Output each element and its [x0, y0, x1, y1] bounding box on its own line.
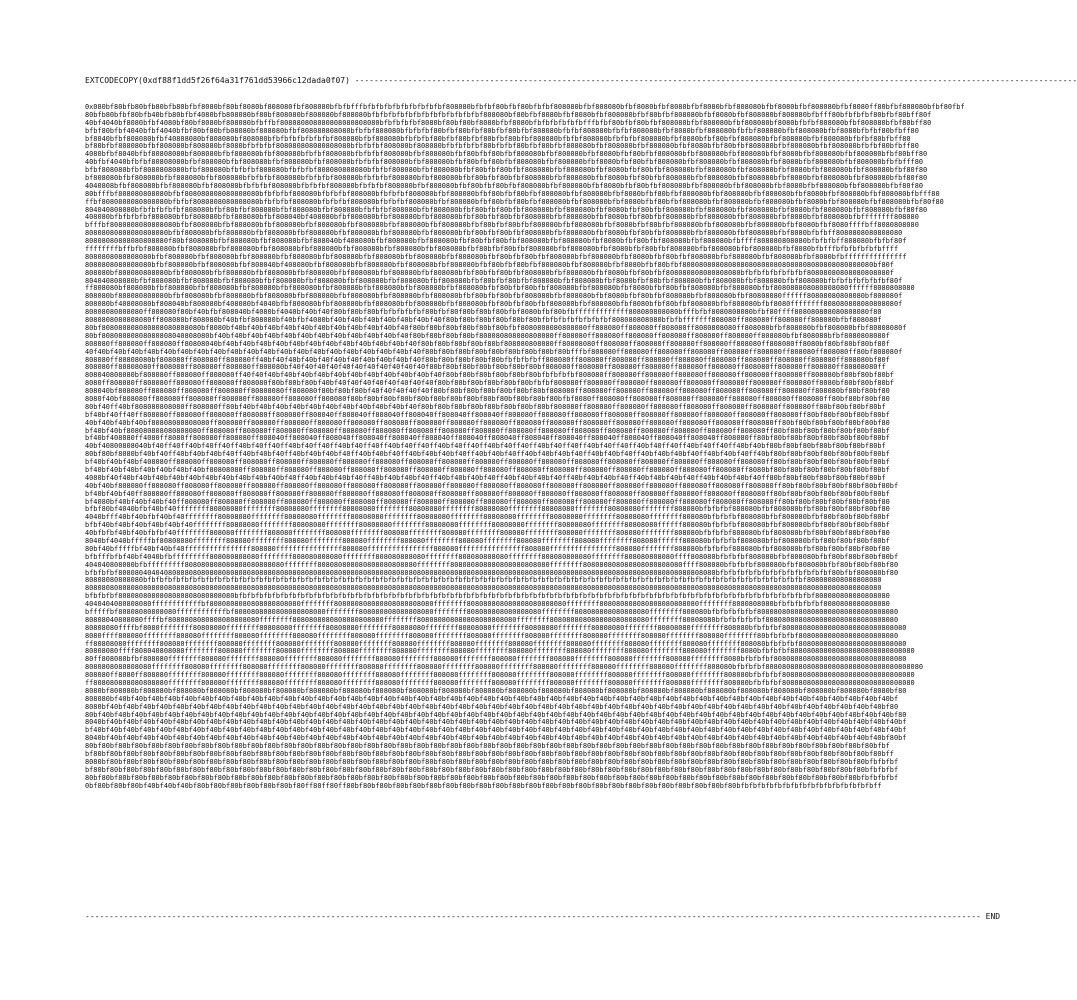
hex-row: 40bf4040bf8080bfbf4080bf80bf8080bf808080bfbffbf808080808080808080808080bfbfbfbfbf8080bf80bf80bf8080bfbf8080bfbfbfbfbfbfbfffbfbf80bfbf80bfbf808080bfbf808080bfbf808080bf8080bfbfbf808080bfbf808080bfbf80bff80 — [85, 118, 932, 127]
hex-row: 804040808080bfbfbfbfbfbf808080bfbf80bfbf808080bfbf808080bfbf808080bfbfbfbf808080bfbf808080bfbf80bfbf80bfbf808080bfbf808080bfbf8080bfbf80bfbf808080bfbf808080bfbf808080bfbf8080bfbf808080bfbf808080bfbf80f80 — [85, 205, 928, 214]
hex-row: bf80bf80bf80bf80bf80bf80bf80bf80bf80bf80bf80bf80bf80bf80bf80bf80bf80bf80bf80bf80bf80bf80bf80bf80bf80bf80bf80bf80bf80bf80bf80bf80bf80bf80bf80bf80bf80bf80bf80bf80bf80bf80bf80bf80bf80bf80bf80bfbfbfbf — [85, 765, 899, 774]
hex-row: 8080808080808080bfbf808080bfbf808080bfbf808040bf408080bfbf808080bfbf808080bfbf808080bfbf808080bfbf80bfbf80bfbf808080bfbf808080bfbf8080bfbf80bfbf8080808080808080808080808080808080808080808080bf80f — [85, 260, 894, 269]
end-footer: ------------------------------------------------------------------------------------------------------------------------------------------------------------------------------------------ END — [85, 912, 1001, 921]
hex-row: 4080bf40f40bf40bf40bf40bf40bf40bf40bf40bf40bf40bf40ff40bf40bf40bf40ff40bf40bf40bf40ff40bf40bf40bf40ff40bf40bf40bf40ff40bf40bf40bf40ff40bf40bf40bf40ff40bf40bf40bf40ff80bf80bf80bf80bf80bf80bf80bf — [85, 473, 886, 482]
hex-row: bfbf80bf4040bfbf40bf40ffffffff80808080ffffffff80808080ffffffff80808080ffffffff80808080ffffffff80808080ffffffff80808080ffffffff80808080ffffffff808080bfbfbfbf808080bfbf808080bfbf80bf80bf80bf80bf80 — [85, 505, 890, 514]
hex-row: 0bf80bf80bf80bf40bf40bf40bf80bf80bf80bf80bf80bf80bf80ff80ff80ff80bf80bf80bf80bf80bf80bf80bf80bf80bf80bf80bf80bf80bf80bf80bf80bf80bf80bf80bf80bf80bf80bf80bf80bfbfbfbfbfbfbfbfbfbfbfbfbfbfbfbfbff — [85, 781, 882, 790]
hex-row: 808080bf808080808080bfbf808080bfbf808080bfbf808080bfbf808080bfbf808080bfbf808080bfbf808080bfbf80bfbf80bfbf808080bfbf808080bfbf8080bfbf80bfbf808080808080808080bfbfbfbfbfbfbfbf80808080808080808080f — [85, 268, 894, 277]
hex-row: 80bfffbf808080808080bfbf808080808080808080bfbfbfbf808080bfbfbfbf808080bfbfbfbf808080bfbf808080bfbf80bfbf80bfbf808080bfbf808080bfbf8080bfbf80bfbf808080bfbf808080bfbf808080bfbf8080bfbf808080bfbf808080bfbfff80 — [85, 189, 940, 198]
hex-row: 808080ff80808080bf808080ff808080ff808080ff40bf40f40bf40bf40f40bf40f40bf40bf40bf40f80bf80bf80bf80bf80bfbfbfbfbff808080ff808080ff808080ff808080ff808080ff808080ff808080ff808080ff808080ff808080bf80f — [85, 355, 890, 364]
hex-row: ffffffffbffbfbf808080bfbf808080bfbf808080bfbf808080bfbf808080bfbf808080bfbf808080bfbf808080bfbf80bfbf80bfbf808080bfbf808080bfbf8080bfbf80bfbf808080bfbf808080bfbf808080bfbf8080bfbfffbfbfbfbfbfbffff — [85, 245, 899, 254]
hex-row: 808080808080808080808080808080808080808080808080808080808080808080808080808080808080808080808080808080808080808080808080808080808080808080808080808080808080808080808080808080808080808080808080 — [85, 584, 882, 593]
hex-row: 80bf80808080808080808040808080bf40bf40bf40bf40bf40bf40bf40bf40bf40bf40bf40bf40f80bf80bf80bf80bf808080808080808080ff808080ff808080ff808080ff808080ff808080ff808080ff808080bfbf808080bfbf8080808080f — [85, 331, 890, 340]
hex-row: 808080ff808080ff808080ff80808040bf40bf40bf40bf40bf40bf40bf40bf40bf40bf40bf40bf40f80bf80bf80bf80bf80bf808080808080ff80808080ff808080ff808080ff808080ff808080ff808080ff808080ff8080bf80bf80bf80bf80f — [85, 339, 890, 348]
hex-row: 80808080808080808080f80bf808080bfbf808080bfbf808080bfbf808040bf408080bfbf808080bfbf808080bfbf80bfbf80bfbf808080bfbf808080bfbf8080bfbf80bfbf808080bfbf808080bfbffff808080808080bfbfbfbff808080bfbfbf80f — [85, 237, 907, 246]
hex-row: 408080bfbfbfbfbf808080bfbf808080bfbf808080bfbf808040bf408080bfbf808080bfbf808080bfbf808080bfbf80bfbf80bfbf808080bfbf808080bfbf8080bfbf80bfbf808080bfbf808080bfbf808080bfbf8080bfbf808080bfbffffffff808080 — [85, 213, 919, 222]
hex-row: 8040bf40bf40bf40bf40bf40bf40bf40bf40bf40bf40bf40bf40bf40bf40bf40bf40bf40bf40bf40bf40bf40bf40bf40bf40bf40bf40bf40bf40bf40bf40bf40bf40bf40bf40bf40bf40bf40bf40bf40bf40bf40bf40bf40bf40bf40bf40bf40bf40bf — [85, 718, 907, 727]
hex-row: bf40bf40bf40bf40bf40bf40bf40bf80808080ff808080ff808080ff808080ff808080ff808080ff808080ff808080ff808080ff808080ff808080ff808080ff808080ff808080ff808080ff808080ff8080bf80bf80bf80bf80bf80bf80bf80bf — [85, 465, 890, 474]
hex-row: 8080f40bf808080ff808080ff808080ff808080ff808080ff808080ff808080f80bf80bf80bf80bf80bf80bf80bf80bf80bf80bf80bf80bf80bfbf8080ff808080ff808080ff808080ff808080ff808080ff808080ff808080ff80bf80bf80bf80 — [85, 394, 890, 403]
hex-row: 8080808080808080ffffffff808080ffffffff808080ffffffff808080ffffffff808080ffffffff808080ffffffff808080ffffffff808080ffffffff808080ffffffff808080ffffffff808080bfbfbfbf80808080808080808080808080808080808080 — [85, 663, 923, 672]
hex-row: 80bf80bf80bf80bf80bf80bf80bf80bf80bf80bf80bf80bf80bf80bf80bf80bf80bf80bf80bf80bf80bf80bf80bf80bf80bf80bf80bf80bf80bf80bf80bf80bf80bf80bf80bf80bf80bf80bf80bf80bf80bf80bf80bf80bf80bf80bf80bfbfbfbfbf — [85, 773, 899, 782]
hex-row: 4040808bfbf808080bfbf808080bfbf808080bfbfbfbf808080bfbfbfbf808080bfbfbfbf808080bfbf808080bfbf80bfbf80bfbf808080bfbf808080bfbf8080bfbf80bfbf808080bfbf808080bfbf808080bfbf8080bfbf808080bfbf808080bfbf80f80 — [85, 181, 923, 190]
hex-row: bf808080bfbf808080bfbf808080bfbf808080bfbfbfbf808080bfbfbfbf808080bfbfbfbf808080bfbf808080bfbf80bfbf80bfbf808080bfbf808080bfbf8080bfbf80bfbf808080bfbf808080bfbf808080bfbf8080bfbf808080bfbf808080bfbf80f80 — [85, 174, 928, 183]
hex-row: 8040bf40bf40bf40bf40bf40bf40bf40bf40bf40bf40bf40bf40bf40bf40bf40bf40bf40bf40bf40bf40bf40bf40bf40bf40bf40bf40bf40bf40bf40bf40bf40bf40bf40bf40bf40bf40bf40bf40bf40bf40bf40bf40bf40bf40bf40bf40bf40bf80bf — [85, 734, 907, 743]
hex-row: bf40bf40bf808080808080808080ff808080ff808080ff808080ff808080ff808080ff808080ff808080ff808080ff808080ff808080ff808080ff808080ff808080ff808080ff808080ff808080ff808080ff80bf80bf80bf80bf80bf80bf80bf — [85, 426, 890, 435]
hex-row: 804040808080bfbf808080bfbf808080bfbf808080bfbf808080bfbf808080bfbf808080bfbf808080bfbf808080bfbf80bfbf80bfbf808080bfbf808080bfbf8080bfbf80bfbf808080bfbf808080bfbf808080bfbf808080bfbfbfbfbfbfbfbf80f — [85, 276, 903, 285]
hex-row: 808080bf40bf40bf40bf40bf40bf40bf40bf40bf40bf40bf40bf40bf40bf40bf40bf40bf40bf40bf40bf40bf40bf40bf40bf40bf40bf40bf40bf40bf40bf40bf40bf40bf40bf40bf40bf40bf40bf40bf40bf40bf40bf40bf40bf40bf40bf40bf40bf — [85, 694, 899, 703]
hex-row: 80808080ffff808040808080ffffffff808080ffffffff808080ffffffff808080ffffffff808080ffffffff808080ffffffff808080ffffffff808080ffffffff808080ffffffff808080ffffffff8080bfbfbfbf808080808080808080808080808080 — [85, 647, 915, 656]
hex-row: 808080ff8080ff808080ffffffff808080ffffffff808080ffffffff808080ffffffff808080ffffffff808080ffffffff808080ffffffff808080ffffffff808080ffffffff808080ffffffff808080bfbfbfbf80808080808080808080808080808080 — [85, 671, 915, 680]
hex-row: bfbfffbfbf40bf4040bfbfffffffff808080808080ffffffff808080808080ffffffff808080808080ffffffff808080808080ffffffff808080808080ffffffff808080808080ffff808080bfbfbfbf808080bfbf808080bfbf80bf80bf80bf80bf — [85, 552, 899, 561]
hex-row: bf80bf80bf80bf80bf80bf80bf80bf80bf80bf80bf80bf80bf80bf80bf80bf80bf80bf80bf80bf80bf80bf80bf80bf80bf80bf80bf80bf80bf80bf80bf80bf80bf80bf80bf80bf80bf80bf80bf80bf80bf80bf80bf80bf80bf80bf80bf80bf80bff — [85, 750, 894, 759]
hex-row: bf40bf40bf40bf408080ff808080ff808080ff808080ff808080ff808080ff808080ff808080ff808080ff808080ff808080ff808080ff808080ff808080ff808080ff808080ff808080ff808080ff808080ff80bf80bf80bf80bf80bf80bf80bf — [85, 458, 890, 467]
hex-row: 8080808080808080bfbf808080bfbf808080bfbf808080bfbf808080bfbf808080bfbf808080bfbf808080bfbf808080bfbf80bfbf80bfbf808080bfbf808080bfbf8080bfbf80bfbf808080bfbf808080bfbf808080bfbf8080bfbfffffffffffffff — [85, 252, 907, 261]
hex-row: bfbfbfbf808080404040808080808080808080808080808080808080808080808080808080808080808080808080808080808080808080808080808080808080808080808080808080808080bfbfbfbfbfbfbfbfbfbfbfbfbfbf80bfbf808080bf80 — [85, 568, 899, 577]
hex-row: 808040808080bf808080ff808080ff808080ff40f40f40bf40bf40bf40bf40bf40bf40bf40bf40bf40bf40f80bf80bf80bf80bf80bf80bfbfbfbfbf808080ff808080ff808080ff808080ff808080ff808080ff808080ff808080bf80bf80bf80bf — [85, 371, 894, 380]
hex-row: bfbfbfbf8080808080808080808080808080bfbfbfbfbfbfbfbfbfbfbfbfbfbfbfbfbfbfbfbfbfbfbfbfbfbfbfbfbfbfbfbfbfbfbfbfbfbfbfbfbfbfbfbfbfbfbfbfbfbfbfbfbfbfbfbfbfbfbfbfbfbfbfbfbfbfbfbfbfbf808080808080808080 — [85, 592, 890, 601]
hex-row: 4040404080808080ffffffffffffbf8080808080808080808080ffffffff808080808080808080808080ffffffff808080808080808080808080ffffffff808080808080808080808080ffffffff8080808080bfbfbfbfbfbf8080808080808080 — [85, 600, 890, 609]
hex-row: 80bf80bf8080bf40bf40ff40bf40bf40bf40ff40bf40bf40ff40bf40bf40bf40ff40bf40bf40ff40bf40bf40bf40ff40bf40bf40ff40bf40bf40bf40ff40bf40bf40ff40bf40bf40bf40ff40bf40bf40ff40bf80bf80bf80bf80bf80bf80bf80bf — [85, 450, 890, 459]
hex-row: 8080ff808080ff808080ff808080ff808080ff808080f80bf80bf80bf40bf40f40f40f40f40f40f40f40f80bf80bf80bf80bf80bf80bfbfbf808080ff808080ff808080ff808080ff808080ff808080ff808080ff808080ff8080bf80bf80bf80bf — [85, 379, 894, 388]
hex-row: 80bf808080808080808080808080bf8080bf40bf40bf40bf40bf40bf40bf40bf40bf40bf40bf40f80bf80bf80bf80bf80bf80bfbf8080808080808080ff808080ff808080ff808080ff8080808080ff808080bfbf808080bfbf808080bfbf80808080f — [85, 323, 907, 332]
hex-row: bf40bf40bf40ff808080ff808080ff808080ff808080ff808080ff808080ff808080ff808080ff808080ff808080ff808080ff808080ff808080ff808080ff808080ff808080ff808080ff808080ff808080ff80bf80bf80bf80bf80bf80bf80bf — [85, 489, 890, 498]
hex-row: 808040bf808080ff808080ff808080ff808080ff80808080ff808080f80bf80bf80bf40f40f40f40f40f80bf80bf80bf80bf80bf80bf80bf808080ff808080ff808080ff808080ff808080ff808080ff808080ff808080ff808080bf80bf80bf80 — [85, 387, 890, 396]
hex-row: 40bf40bf40bf40bf80808080808080ff808080ff808080ff808080ff808080ff808080ff808080ff808080ff808080ff808080ff808080ff808080ff808080ff808080ff808080ff808080ff808080ff808080ff80bf80bf80bf80bf80bf80bf80 — [85, 418, 890, 427]
hex-row: 8040bf4040bfffffbf80808080ffffffff808080ffffffff808080ffffffff808080ffffffff808080ffffffff808080ffffffff808080ffffffff808080ffffffff808080ffffff808080bfbfbfbf808080bfbf808080bfbf80bf80bf80bf80bf — [85, 536, 890, 545]
hex-row: bf40bf40bf40bf40bf40bf40bf40bf40bf40bf40bf40bf40bf40bf40bf40bf40bf40bf40bf40bf40bf40bf40bf40bf40bf40bf40bf40bf40bf40bf40bf40bf40bf40bf40bf40bf40bf40bf40bf40bf40bf40bf40bf40bf40bf40bf40bf40bf40bf40bf — [85, 726, 907, 735]
hex-row: 80ff808080bfbf808080ffffffff808080ffffffff808080ffffffff808080ffffffff808080ffffffff808080ffffffff808080ffffffff808080ffffffff808080ffffffff808080ffffffff8080bfbfbfbf80808080808080808080808080808080 — [85, 655, 907, 664]
hex-row: bfffffbf80808080808080ffffffffffffbf8080808080808080808080ffffffff808080808080808080ffffffff808080808080808080ffffffff808080808080808080ffffffff808080bfbfbfbfbfbf8080808080808080808080808080808080 — [85, 608, 899, 616]
hex-row: 8080ffff808080ffffffff808080ffffffff808080ffffffff808080ffffffff808080ffffffff808080ffffffff808080ffffffff808080ffffffff808080ffffffff808080ffffffff808080ffffffff80bfbfbfbf808080808080808080808080 — [85, 631, 899, 640]
hex-row: 80bf40bf40bf40bf40bf40bf40bf40bf40bf40bf40bf40bf40bf40bf40bf40bf40bf40bf40bf40bf40bf40bf40bf40bf40bf40bf40bf40bf40bf40bf40bf40bf40bf40bf40bf40bf40bf40bf40bf40bf40bf40bf40bf40bf40bf40bf40bf40bf40bf80 — [85, 710, 907, 719]
hex-row: bf40bf40ff40ff808080ff808080ff808080ff808080ff808080ff808040ff808040ff808040ff808040ff808040ff808040ff808080ff808080ff808080ff808080ff808080ff808080ff808080ff808080ff808080ff80bf80bf80bf80bf80bf — [85, 410, 890, 419]
hex-row: 80808080ffffbf8080ffffffff80808080ffffffff80808080ffffffff80808080ffffffff80808080ffffffff80808080ffffffff80808080ffffffff80808080ffffffff80808080ffffffff808080bfbfbfbf808080808080808080808080808080 — [85, 623, 907, 632]
hex-row: 40f40bf40bf40bf40bf40bf40bf40bf40bf40bf40bf40bf40bf40bf40bf40bf40bf40bf40bf40bf40f80bf80bf80bf80bf80bf80bf80bf80bf80bfffbf808080ff808080ff808080ff808080ff808080ff808080ff808080ff808080ff80bf808080f — [85, 347, 903, 356]
hex-row: bf4080bf40bf40bf40bf40ff808080ff808080ff808080ff808080ff808080ff808080ff808080ff808080ff808080ff808080ff808080ff808080ff808080ff808080ff808080ff808080ff808080ff808080ff80bf80bf80bf80bf80bf80bf80 — [85, 497, 890, 506]
extcodecopy-header: EXTCODECOPY(0xdf88f1dd5f26f64a31f761dd53966c12dada0f07) ------------------------------------------------------------------------------------------------------------------------------------------------------ — [85, 76, 1077, 85]
hex-row: 80808040808080ffffbf8080808080808080808080ffffffff8080808080808080808080ffffffff808080808080808080808080ffffffff808080808080808080808080ffffffff80808080bfbfbfbfbfbf80808080808080808080808080808080 — [85, 615, 899, 624]
hex-row: 8080808080808080ff808080bf808080bf40bfbf808080bf40bfbf4080bf40bf40bf40bf40bf40bf40bf40f80bf80bf80bf80bf80bf80bfbfbfbfbfbfbfbfbf808080808080bfbfbfffffff808080ff808080ff808080ff808080bfbf808080f — [85, 316, 882, 325]
hex-row: bfbf808080bfbf8080808080bfbf808080bfbfbfbf808080bfbfbfbf808080808080bfbfbf808080bfbf808080bfbf80bfbf80bfbf808080bfbf808080bfbf8080bfbf80bfbf808080bfbf808080bfbf808080bfbf8080bfbf808080bfbf808080bfbf80f80 — [85, 166, 928, 175]
hex-row: 80808080808080808080bfbf808080bfbf808080bfbf808080bfbf808080bfbf808080bfbf808080bfbf808080bfbf80bfbf80bfbf808080bfbf808080bfbf8080bfbf80bfbf808080bfbf808080bfbf808080bfbf8080bfbfbff8080808080808080 — [85, 229, 903, 238]
hex-row: 8080bf808080bf808080bf808080bf808080bf808080bf808080bf808080bf808080bf808080bf808080bf808080bf808080bf808080bf808080bf808080bf808080bf808080bf808080bf808080bf808080bf808080bf808080bf808080bf8080bf80 — [85, 686, 907, 695]
hex-row: 808080bf808080808080bfbf808080bfbf808080bfbf808080bfbf808080bfbf808080bfbf808080bfbf808080bfbf80bfbf80bfbf808080bfbf808080bfbf8080bfbf80bfbf808080bfbf808080bfbf80808080ffffff80808080808080bf808080f — [85, 292, 903, 301]
hex-row: 404040808080bfbfffffffff808080808080808080808080ffffffff808080808080808080808080ffffffff808080808080808080808080ffffffff808080808080808080808080ffff808080bfbfbfbf808080bfbf808080bfbf80bf80bf80bf80 — [85, 560, 899, 569]
hex-row: 80808080808080ff808080f80bf40bfbf808040bf4080bf4040bf40bf40f80bf80bf80bfbfbfbfbfbf80bfbf80f80bf80bf80bfbf8080bfbf80bfbfffffffffffff808080808080bfffbfbf8080808080bfbf80ffff808080808080808080f80 — [85, 308, 882, 317]
hex-row: 40bfbfbf40bf40bfbfbf40ffffffff808080ffffffff808080ffffffff808080ffffffff808080ffffffff808080ffffffff808080ffffffff808080ffffffff808080ffffffff808080bfbfbfbf808080bfbf808080bfbf80bf80bf80bf80bf80 — [85, 529, 890, 538]
hex-row: ffbf8080808080808080bfbfbf8080808080808080bfbfbfbf808080bfbfbfbf808080bfbfbfbf808080bfbf808080bfbf80bfbf80bfbf808080bfbf808080bfbf8080bfbf80bfbf808080bfbf808080bfbf808080bfbf8080bfbf808080bfbf808080bfbf80f80 — [85, 197, 944, 206]
hex-row: ff80808080ffffffff808080ffffffff808080ffffffff808080ffffffff808080ffffffff808080ffffffff808080ffffffff808080ffffffff808080ffffffff808080ffffffff808080ffffffff808080bfbfbfbf80808080808080808080808080 — [85, 639, 907, 648]
hex-row: bf40bf408080ff4080ff8080ff808080ff808080ff808040ff808040ff808040ff808040ff808040ff808040ff808040ff808040ff808040ff808040ff808040ff808040ff808040ff808040ff808080ff80bf80bf80bf80bf80bf80bf80bf80bf — [85, 434, 890, 443]
hex-row: bf80bfbf808080bfbf808080bf808080bf8080bfbfbfbf808080808080808080bfbfbfbf808080bf808080bfbfbfbfbf80bfbfbf80bfbf80bfbf808080bfbf808080bfbf808080bfbf8080bfbf80bfbf808080bfbf808080bfbf808080bfbfbf80bfbff80 — [85, 142, 919, 151]
hex-row: 40bf40bf808080ff808080ff808080ff808080ff808080ff808080ff808080ff808080ff808080ff808080ff808080ff808080ff808080ff808080ff808080ff808080ff808080ff808080ff808080ff808080ff80bf80bf80bf80bf80bf80bf80bf — [85, 481, 899, 490]
hex-row: bfbf80bfbf4040bfbf4040bfbf80bf80bfb08080bf808080bfbf808080808080bfbfbf808080bfbfbfbf80bfbf80bfbf80bfbf80bfbf808080bfbfbf808080bfbfbf808080bfbf8080bfbf808080bfbfbf808080bfbf808080bfbf8080bfbfbf80bfbff80 — [85, 126, 919, 135]
hex-row: 80bf40ff40bf808080808080ff808080ff80bf40bf40bf40bf40bf40bf40bf40bf40bf40bf40bf40f80bf80bf80bf80bf80bf80bf80bf80bf808080ff808080ff808080ff808080ff808080ff808080ff808080ff808080ff80bf80bf80bf80bf — [85, 402, 886, 411]
bytecode-hex-dump — [85, 103, 965, 894]
hex-row: bf8040bfbf808080bfbf40808080bf808080bf808080bfbfbfbfbfbfbfbf808080bfbf808080bfbfbfbf80bfbf80bfbf80bfbf80bfbf808080bfbfbf808080bfbfbfbf808080bfbf8080bfbf80bfbf808080bfbf808080bfbf808080bfbfbf80bfbff80 — [85, 134, 911, 143]
hex-row: 4040bfff40bf40bfbf40bf40ffffffff80808080ffffffff80808080ffffffff80808080ffffffff80808080ffffffff80808080ffffffff80808080ffffffff80808080ffffffff808080bfbfbfbf808080bfbf808080bfbf80bf80bf80bf80bf — [85, 513, 890, 522]
hex-row: 80bf40bfffffbf40bf40bf40ffffffffffffffff808080ffffffffffffffff808080ffffffffffffffff808080ffffffffffffffff808080ffffffffffffffff808080ffffffff808080bfbfbfbf808080bfbf808080bfbf80bf80bf80bf80bf80 — [85, 544, 890, 553]
hex-row: ff808080808080808080ffffffff808080ffffffff808080ffffffff808080ffffffff808080ffffffff808080ffffffff808080ffffffff808080ffffffff808080ffffffff808080ffffffff808080bfbfbfbf80808080808080808080808080808080 — [85, 679, 915, 688]
hex-row: 808080ff80808080ff808080ff808080ff808080ff808080bf40f40f40f40f40f40f40f40f40f40f40f80bf80bf80bf80bf80bf80bf80bf808080ff808080ff808080ff808080ff808080ff808080ff808080ff808080ff808080ff80808080ff — [85, 363, 886, 372]
hex-row: 40bf40800808040bf40ff40ff40bf40ff40ff40bf40ff40ff40bf40ff40ff40bf40ff40ff40bf40ff40ff40bf40ff40ff40bf40ff40ff40bf40ff40ff40bf40ff40ff40bf40ff40ff40bf40ff40ff40bf40bf80bf80bf80bf80bf80bf80bf80bf — [85, 442, 886, 451]
hex-row: 80bfb80bfbf80bfb40bfb80bfbf4080bfb808080bf80bf808080bf808080bf808080bfbfbfbfbfbfbfbfbfbfbfbfbfbf808080bf80bfbf8080bfbf8080bfbf808080bfbf80bfbf808080bfbf8080bfbf808080bf808080bfbfff80bfbfbfbf80bfbf80bff80f — [85, 110, 932, 119]
hex-row: 0x080bf80bfb80bfb80bfb80bfbf8080bf80bf8080bf808080fbf808080bfbfbfffbfbfbfbfbfbfbfbfbfbf808080bfbfbf80bfbf80bfbfbf808080bfbf808080bfbf8080bfbf8080bfbf8080bfbf808080bfbf8080bfbf808080bfbf8080ff80bfbf808080bfbf80fbf — [85, 103, 965, 111]
hex-row: bfffbf8080808080808080bfbf808080bfbf808080bfbf808080bfbf808080bfbf808080bfbf808080bfbf808080bfbf80bfbf80bfbf808080bfbf808080bfbf8080bfbf80bfbf808080bfbf808080bfbf808080bfbf8080bfbf8080ffffbff8080808080 — [85, 221, 919, 230]
hex-row: ff808080bf808080bfbf808080bfbf808080bfbf808080bfbf808080bfbf808080bfbf808080bfbf808080bfbf808080bfbf80bfbf80bfbf808080bfbf808080bfbf8080bfbf80bfbf808080bfbf808080bfbf808080808080808080ffffff8080808080 — [85, 284, 915, 293]
hex-row: 4080bfbf8040bfbf80808080bf808080bfbf808080bfbf808080bfbfbf808080bfbfbfbf808080bfbf808080bfbf80bfbf80bfbf808080bfbf808080bfbf8080bfbf80bfbf808080bfbf808080bfbf808080bfbf8080bfbf808080bfbf808080bfbf80bff80 — [85, 150, 928, 159]
hex-row: 8080bf80bf80bf80bf80bf80bf80bf80bf80bf80bf80bf80bf80bf80bf80bf80bf80bf80bf80bf80bf80bf80bf80bf80bf80bf80bf80bf80bf80bf80bf80bf80bf80bf80bf80bf80bf80bf80bf80bf80bf80bf80bf80bf80bf80bf80bf80bfbfbfbf — [85, 757, 899, 766]
hex-row: 8080bf40bf40bf40bf40bf40bf40bf40bf40bf40bf40bf40bf40bf40bf40bf40bf40bf40bf40bf40bf40bf40bf40bf40bf40bf40bf40bf40bf40bf40bf40bf40bf40bf40bf40bf40bf40bf40bf40bf40bf40bf40bf40bf40bf40bf40bf40bf40bf80 — [85, 702, 899, 711]
hex-row: 80808080808080bfbfbfbfbfbfbfbfbfbfbfbfbfbfbfbfbfbfbfbfbfbfbfbfbfbfbfbfbfbfbfbfbfbfbfbfbfbfbfbfbfbfbfbfbfbfbfbfbfbfbfbfbfbfbfbfbfbfbfbfbfbfbfbfbfbfbfbfbfbfbfbfbfbfbfbfbfbfbfbf808080808080808080 — [85, 576, 882, 585]
hex-row: bfbf40bf40bf40bf40bf40bf40ffffffff80808080ffffffff80808080ffffffff80808080ffffffff80808080ffffffff80808080ffffffff80808080ffffffff80808080ffffff808080bfbfbfbf808080bfbf808080bfbf80bf80bf80bf80bf — [85, 521, 890, 530]
hex-row: 80bf80bf80bf80bf80bf80bf80bf80bf80bf80bf80bf80bf80bf80bf80bf80bf80bf80bf80bf80bf80bf80bf80bf80bf80bf80bf80bf80bf80bf80bf80bf80bf80bf80bf80bf80bf80bf80bf80bf80bf80bf80bf80bf80bf80bf80bf80bf80bfbf — [85, 742, 890, 751]
hex-row: 808080bf40808080bf808040bf808080bf408080bf4040bfbf808080bfbf808080bfbf808080bfbf808080bfbf808080bfbf80bfbf80bfbf808080bfbf808080bfbf8080bfbf80bfbf808080bfbf808080bfbf8080ffffffff808080808080808080f — [85, 300, 903, 309]
hex-row: 40bfbf4040bfbfbf80808080bfbf808080bfbf808080bfbf808080bfbf808080bfbfbfbf808080bfbf808080bfbf80bfbf80bfbf808080bfbf808080bfbf8080bfbf80bfbf808080bfbf808080bfbf808080bfbf8080bfbf808080bfbf808080bfbfbfff80 — [85, 158, 923, 167]
